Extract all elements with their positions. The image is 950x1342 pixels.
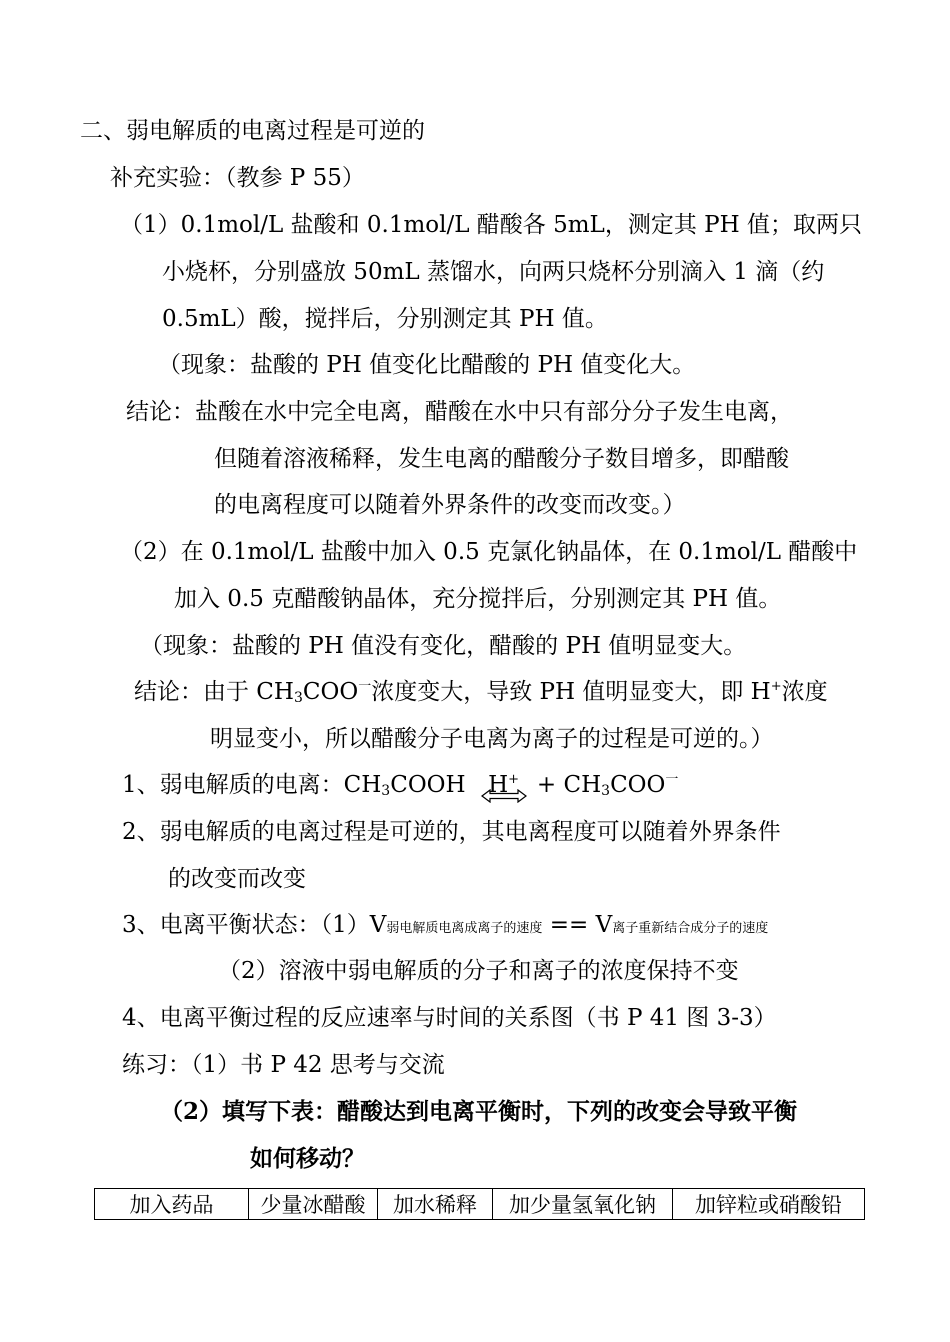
exp1-phenomenon: （现象：盐酸的 PH 值变化比醋酸的 PH 值变化大。 xyxy=(158,352,696,378)
exp2-conclusion-text-e: 浓度 xyxy=(781,679,828,705)
exp2-phenomenon: （现象：盐酸的 PH 值没有变化，醋酸的 PH 值明显变大。 xyxy=(140,633,747,659)
section-title: 二、弱电解质的电离过程是可逆的 xyxy=(80,118,425,144)
point3-line2: （2）溶液中弱电解质的分子和离子的浓度保持不变 xyxy=(218,958,739,984)
exp2-conclusion-sub: 3 xyxy=(293,690,303,706)
exp2-line2: 加入 0.5 克醋酸钠晶体，充分搅拌后，分别测定其 PH 值。 xyxy=(174,586,782,612)
exercise2-line1: （2）填写下表：醋酸达到电离平衡时，下列的改变会导致平衡 xyxy=(160,1098,798,1125)
exp2-conclusion-text-a: 结论：由于 CH xyxy=(134,679,294,705)
table-header-cell: 少量冰醋酸 xyxy=(249,1189,378,1220)
point1-sub2: 3 xyxy=(601,783,611,799)
table-header-cell: 加少量氢氧化钠 xyxy=(493,1189,673,1220)
point1-acid: COOH xyxy=(390,772,466,798)
exp2-conclusion-line2: 明显变小，所以醋酸分子电离为离子的过程是可逆的。） xyxy=(210,726,774,752)
point2-line1: 2、弱电解质的电离过程是可逆的，其电离程度可以随着外界条件 xyxy=(122,819,781,845)
table-header-row xyxy=(95,1189,865,1220)
point3-eq: == V xyxy=(542,912,613,938)
point1-anion: COO xyxy=(610,772,666,798)
exp1-conclusion-line1: 结论：盐酸在水中完全电离，醋酸在水中只有部分分子发生电离， xyxy=(126,399,793,425)
fill-in-table xyxy=(94,1188,865,1220)
point3-line1 xyxy=(122,910,768,944)
point1-sub1: 3 xyxy=(381,783,391,799)
point1-h-sup: + xyxy=(508,772,520,787)
exp2-conclusion-sup: + xyxy=(770,679,782,694)
point2-line2: 的改变而改变 xyxy=(168,866,306,892)
exp1-line3: 0.5mL）酸，搅拌后，分别测定其 PH 值。 xyxy=(162,306,608,332)
supplement-heading: 补充实验：（教参 P 55） xyxy=(110,165,365,191)
point1-minus: 一 xyxy=(665,772,679,787)
point1-plus: + CH xyxy=(529,772,602,798)
exercise-line: 练习：（1）书 P 42 思考与交流 xyxy=(122,1052,445,1078)
point1-h: H xyxy=(488,772,509,798)
exp2-conclusion-line1 xyxy=(134,677,828,707)
exercise2-line2: 如何移动？ xyxy=(250,1145,365,1172)
exp2-conclusion-minus: 一 xyxy=(358,679,372,694)
point3-prefix: 3、电离平衡状态：（1）V xyxy=(122,912,387,938)
double-arrow-icon xyxy=(480,789,528,803)
exp1-line1: （1）0.1mol/L 盐酸和 0.1mol/L 醋酸各 5mL，测定其 PH 值；取两只 xyxy=(120,212,862,238)
point3-sub2: 离子重新结合成分子的速度 xyxy=(612,921,769,936)
table-header-cell: 加锌粒或硝酸铅 xyxy=(673,1189,865,1220)
exp1-conclusion-line2: 但随着溶液稀释，发生电离的醋酸分子数目增多，即醋酸 xyxy=(214,446,789,472)
table-header-cell: 加水稀释 xyxy=(378,1189,493,1220)
exp1-conclusion-line3: 的电离程度可以随着外界条件的改变而改变。） xyxy=(214,492,686,518)
point3-sub1: 弱电解质电离成离子的速度 xyxy=(386,921,543,936)
exp1-line2: 小烧杯，分别盛放 50mL 蒸馏水，向两只烧杯分别滴入 1 滴（约 xyxy=(162,259,825,285)
point1-ionization-equation xyxy=(122,770,678,800)
point1-prefix: 1、弱电解质的电离：CH xyxy=(122,772,382,798)
exp2-conclusion-text-d: 浓度变大，导致 PH 值明显变大，即 H xyxy=(371,679,771,705)
equilibrium-arrow xyxy=(480,770,528,800)
point4: 4、电离平衡过程的反应速率与时间的关系图（书 P 41 图 3-3） xyxy=(122,1005,777,1031)
exp2-line1: （2）在 0.1mol/L 盐酸中加入 0.5 克氯化钠晶体，在 0.1mol/L 醋酸中 xyxy=(120,539,858,565)
table-header-cell: 加入药品 xyxy=(95,1189,249,1220)
exp2-conclusion-text-b: COO xyxy=(302,679,359,705)
